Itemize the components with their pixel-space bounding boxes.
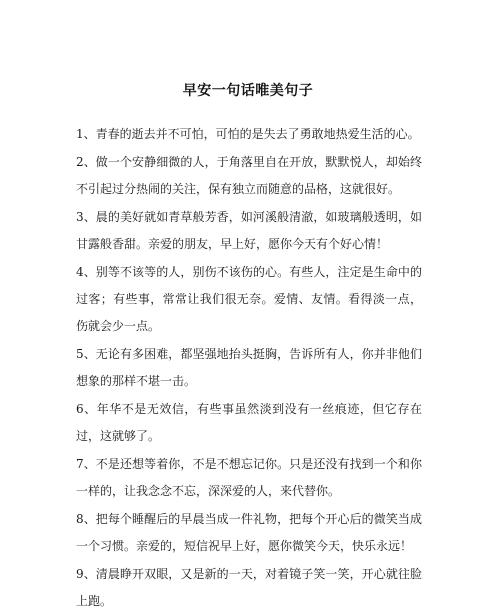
sentence-item-9: 9、清晨睁开双眼，又是新的一天，对着镜子笑一笑，开心就往脸上跑。 <box>76 567 422 608</box>
sentence-item-2: 2、做一个安静细微的人，于角落里自在开放，默默悦人，却始终不引起过分热闹的关注，保有独立而随意的品格，这就很好。 <box>76 155 422 196</box>
sentence-item-5: 5、无论有多困难，都坚强地抬头挺胸，告诉所有人，你并非他们想象的那样不堪一击。 <box>76 347 422 388</box>
sentence-item-1: 1、青春的逝去并不可怕，可怕的是失去了勇敢地热爱生活的心。 <box>76 127 420 141</box>
sentence-list <box>76 121 422 616</box>
sentence-item-6: 6、年华不是无效信，有些事虽然淡到没有一丝痕迹，但它存在过，这就够了。 <box>76 402 422 443</box>
sentence-item-8: 8、把每个睡醒后的早晨当成一件礼物，把每个开心后的微笑当成一个习惯。亲爱的，短信祝早上好，愿你微笑今天，快乐永远！ <box>76 512 422 553</box>
sentence-item-7: 7、不是还想等着你，不是不想忘记你。只是还没有找到一个和你一样的，让我念念不忘，深深爱的人，来代替你。 <box>76 457 422 498</box>
sentence-item-3: 3、晨的美好就如青草般芳香，如河溪般清澈，如玻璃般透明，如甘露般香甜。亲爱的朋友，早上好，愿你今天有个好心情！ <box>76 210 422 251</box>
document-title: 早安一句话唯美句子 <box>182 83 314 99</box>
sentence-item-4: 4、别等不该等的人，别伤不该伤的心。有些人，注定是生命中的过客；有些事，常常让我们很无奈。爱情、友情。看得淡一点，伤就会少一点。 <box>76 265 422 333</box>
